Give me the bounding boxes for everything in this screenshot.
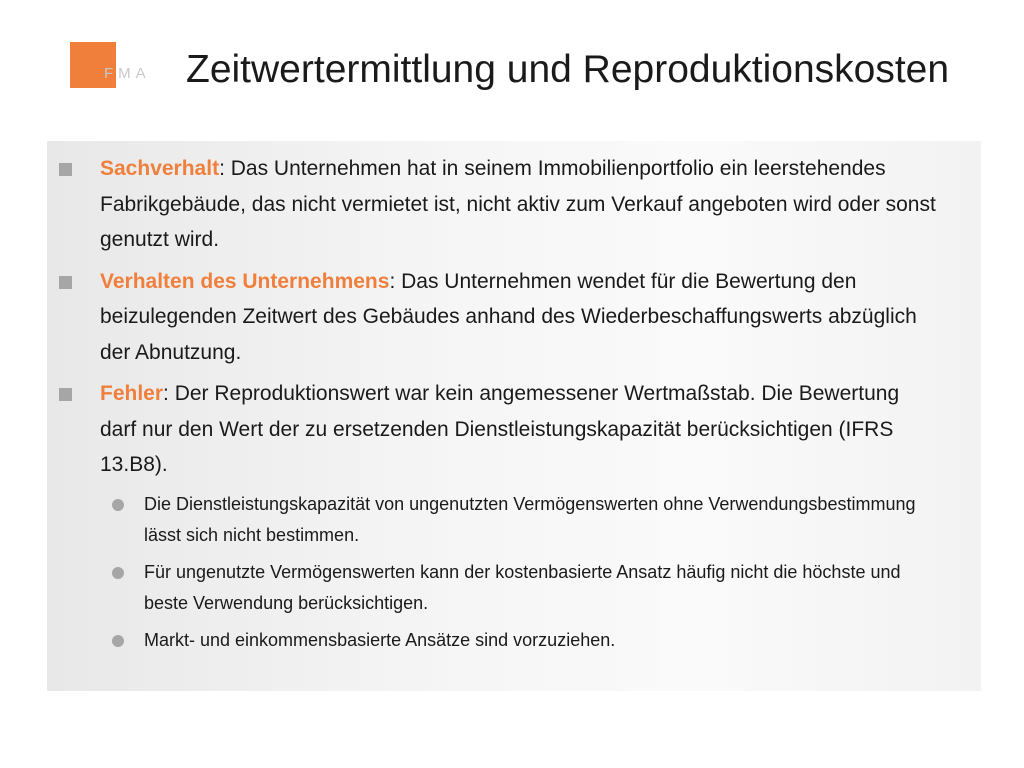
fma-logo <box>70 42 162 90</box>
square-bullet-icon <box>59 276 72 289</box>
round-bullet-icon <box>112 567 124 579</box>
bullet-sachverhalt <box>47 151 981 258</box>
bullet-lead: Fehler <box>100 382 164 405</box>
bullet-verhalten <box>47 264 981 371</box>
sub-bullet-text: Für ungenutzte Vermögenswerten kann der kostenbasierte Ansatz häufig nicht die höchste und beste Verwendung berücksichtigen. <box>144 561 901 613</box>
bullet-fehler <box>47 376 981 483</box>
sub-bullet-text: Markt- und einkommensbasierte Ansätze sind vorzuziehen. <box>144 629 616 650</box>
bullet-lead: Sachverhalt <box>100 157 220 180</box>
square-bullet-icon <box>59 388 72 401</box>
square-bullet-icon <box>59 163 72 176</box>
round-bullet-icon <box>112 499 124 511</box>
logo-text: FMA <box>104 65 151 82</box>
bullet-list <box>47 151 981 662</box>
sub-bullet <box>47 557 981 619</box>
bullet-text: : Der Reproduktionswert war kein angemessener Wertmaßstab. Die Bewertung darf nur den Wert der zu ersetzenden Dienstleistungskapazität berücksichtigen (IFRS 13.B8). <box>100 382 900 476</box>
slide-title: Zeitwertermittlung und Reproduktionskosten <box>186 48 950 91</box>
content-box <box>47 141 981 691</box>
bullet-text: : Das Unternehmen hat in seinem Immobilienportfolio ein leerstehendes Fabrikgebäude, das nicht vermietet ist, nicht aktiv zum Verkauf angeboten wird oder sonst genutzt wird. <box>100 157 936 251</box>
sub-bullet <box>47 625 981 656</box>
bullet-lead: Verhalten des Unternehmens <box>100 269 390 293</box>
sub-bullet <box>47 489 981 551</box>
round-bullet-icon <box>112 635 124 647</box>
bullet-text: : Das Unternehmen wendet für die Bewertung den beizulegenden Zeitwert des Gebäudes anhand des Wiederbeschaffungswerts abzüglich der Abnutzung. <box>100 269 917 364</box>
sub-bullet-text: Die Dienstleistungskapazität von ungenutzten Vermögenswerten ohne Verwendungsbestimmung lässt sich nicht bestimmen. <box>144 493 916 545</box>
